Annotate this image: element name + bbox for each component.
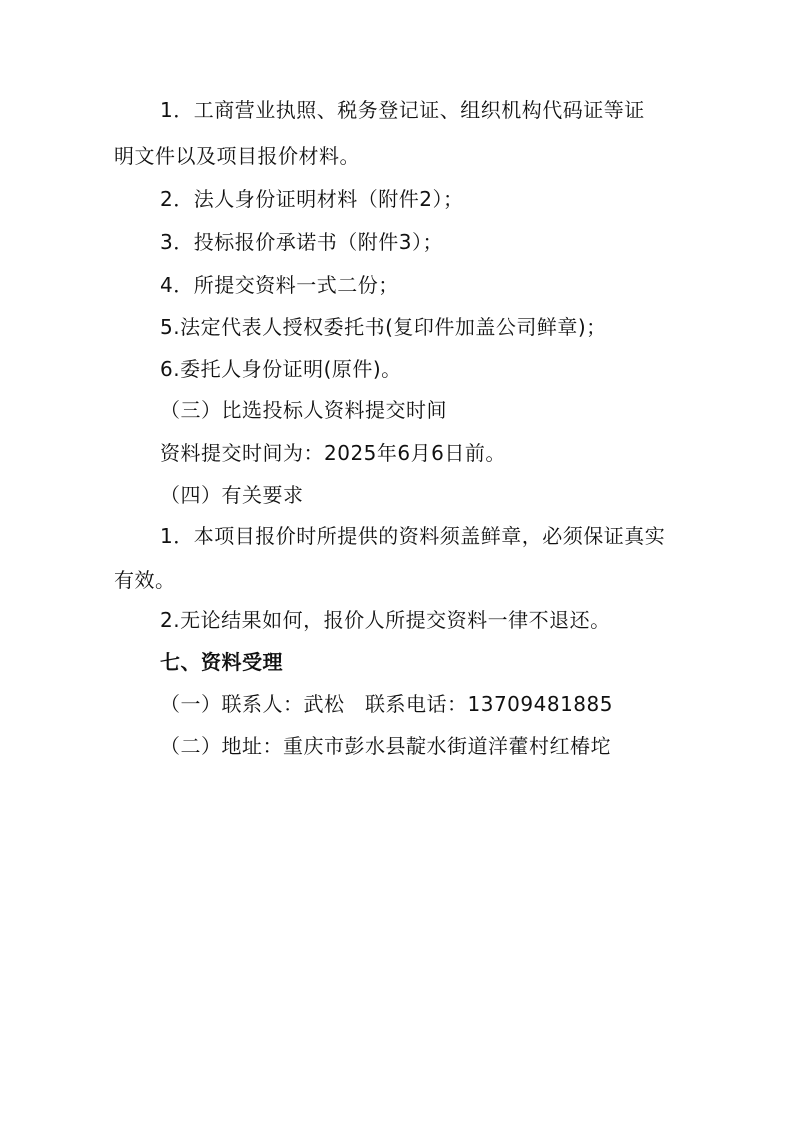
contact-line: （一）联系人：武松 联系电话：13709481885 — [160, 692, 613, 716]
item-5: 5.法定代表人授权委托书(复印件加盖公司鲜章)； — [160, 315, 607, 339]
section-4-heading: （四）有关要求 — [160, 483, 304, 507]
item-6: 6.委托人身份证明(原件)。 — [160, 357, 402, 381]
requirement-1-line-1: 1．本项目报价时所提供的资料须盖鲜章，必须保证真实 — [160, 524, 666, 548]
item-1-line-2: 明文件以及项目报价材料。 — [114, 144, 360, 168]
item-4: 4．所提交资料一式二份； — [160, 273, 399, 297]
section-3-heading: （三）比选投标人资料提交时间 — [160, 398, 447, 422]
item-3: 3．投标报价承诺书（附件3）； — [160, 230, 443, 254]
requirement-1-line-2: 有效。 — [114, 568, 176, 592]
submission-deadline: 资料提交时间为：2025年6月6日前。 — [160, 441, 506, 465]
section-7-heading: 七、资料受理 — [160, 650, 283, 674]
item-1-line-1: 1．工商营业执照、税务登记证、组织机构代码证等证 — [160, 98, 645, 122]
address-line: （二）地址：重庆市彭水县靛水街道洋藿村红椿坨 — [160, 734, 611, 758]
item-2: 2．法人身份证明材料（附件2）； — [160, 187, 464, 211]
requirement-2: 2.无论结果如何，报价人所提交资料一律不退还。 — [160, 608, 611, 632]
